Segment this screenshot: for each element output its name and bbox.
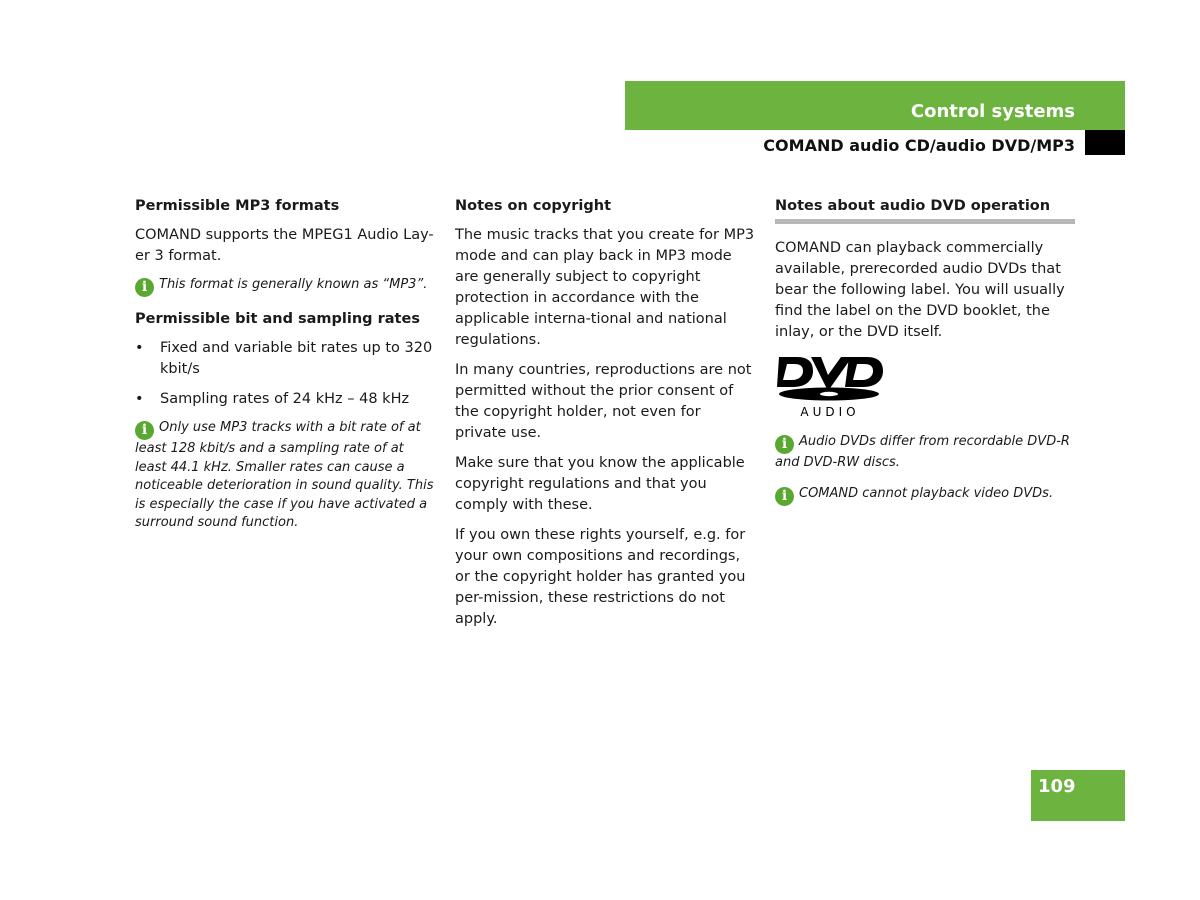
info-note-bitrate bbox=[135, 419, 435, 533]
paragraph-copyright-3: Make sure that you know the applicable copyright regulations and that you comply with these. bbox=[455, 455, 745, 513]
list-item: • Fixed and variable bit rates up to 320 kbit/s bbox=[135, 338, 435, 380]
info-note-video bbox=[775, 485, 1075, 506]
section-header-bar bbox=[625, 81, 1125, 130]
info-note-text: This format is generally known as “MP3”. bbox=[159, 277, 428, 292]
info-note-text: Only use MP3 tracks with a bit rate of at least 128 kbit/s and a sampling rate of at least 44.1 kHz. Smaller rates can cause a noticeable deterioration in sound quality. This is especially the case if you have activated a surround sound function. bbox=[135, 420, 434, 530]
section-title: Control systems bbox=[910, 101, 1075, 122]
info-icon: i bbox=[135, 421, 154, 440]
info-note-recordable bbox=[775, 433, 1075, 473]
info-icon: i bbox=[135, 278, 154, 297]
dvd-logo-caption: AUDIO bbox=[800, 405, 860, 419]
dvd-audio-logo bbox=[775, 353, 885, 419]
heading-bit-rates: Permissible bit and sampling rates bbox=[135, 311, 420, 327]
paragraph-copyright-2: In many countries, reproductions are not permitted without the prior consent of the copyright holder, not even for private use. bbox=[455, 362, 752, 441]
page-number-box bbox=[1031, 770, 1125, 821]
bit-rate-list bbox=[135, 338, 435, 410]
subsection-title: COMAND audio CD/audio DVD/MP3 bbox=[763, 136, 1075, 155]
column-audio-dvd bbox=[775, 196, 1075, 518]
paragraph-audio-dvd: COMAND can playback commercially available, prerecorded audio DVDs that bear the following label. You will usually find the label on the DVD booklet, the inlay, or the DVD itself. bbox=[775, 240, 1065, 340]
section-marker-block bbox=[1085, 130, 1125, 155]
info-icon: i bbox=[775, 487, 794, 506]
info-note-text: Audio DVDs differ from recordable DVD-R and DVD-RW discs. bbox=[775, 434, 1070, 470]
paragraph-copyright-4: If you own these rights yourself, e.g. for your own compositions and recordings, or the copyright holder has granted you per-mission, these restrictions do not apply. bbox=[455, 527, 746, 627]
heading-audio-dvd: Notes about audio DVD operation bbox=[775, 196, 1075, 224]
info-note-mp3 bbox=[135, 276, 435, 297]
list-item: • Sampling rates of 24 kHz – 48 kHz bbox=[135, 389, 435, 410]
heading-copyright: Notes on copyright bbox=[455, 198, 612, 214]
heading-mp3-formats: Permissible MP3 formats bbox=[135, 198, 340, 214]
column-copyright bbox=[455, 196, 755, 639]
info-note-text: COMAND cannot playback video DVDs. bbox=[799, 485, 1054, 501]
info-icon: i bbox=[775, 435, 794, 454]
page-number: 109 bbox=[1038, 776, 1076, 797]
paragraph-mp3-support: COMAND supports the MPEG1 Audio Lay-er 3 format. bbox=[135, 227, 434, 264]
column-mp3-formats bbox=[135, 196, 435, 545]
paragraph-copyright-1: The music tracks that you create for MP3 mode and can play back in MP3 mode are generally subject to copyright protection in accordance with the applicable interna-tional and national regulations. bbox=[455, 227, 755, 348]
